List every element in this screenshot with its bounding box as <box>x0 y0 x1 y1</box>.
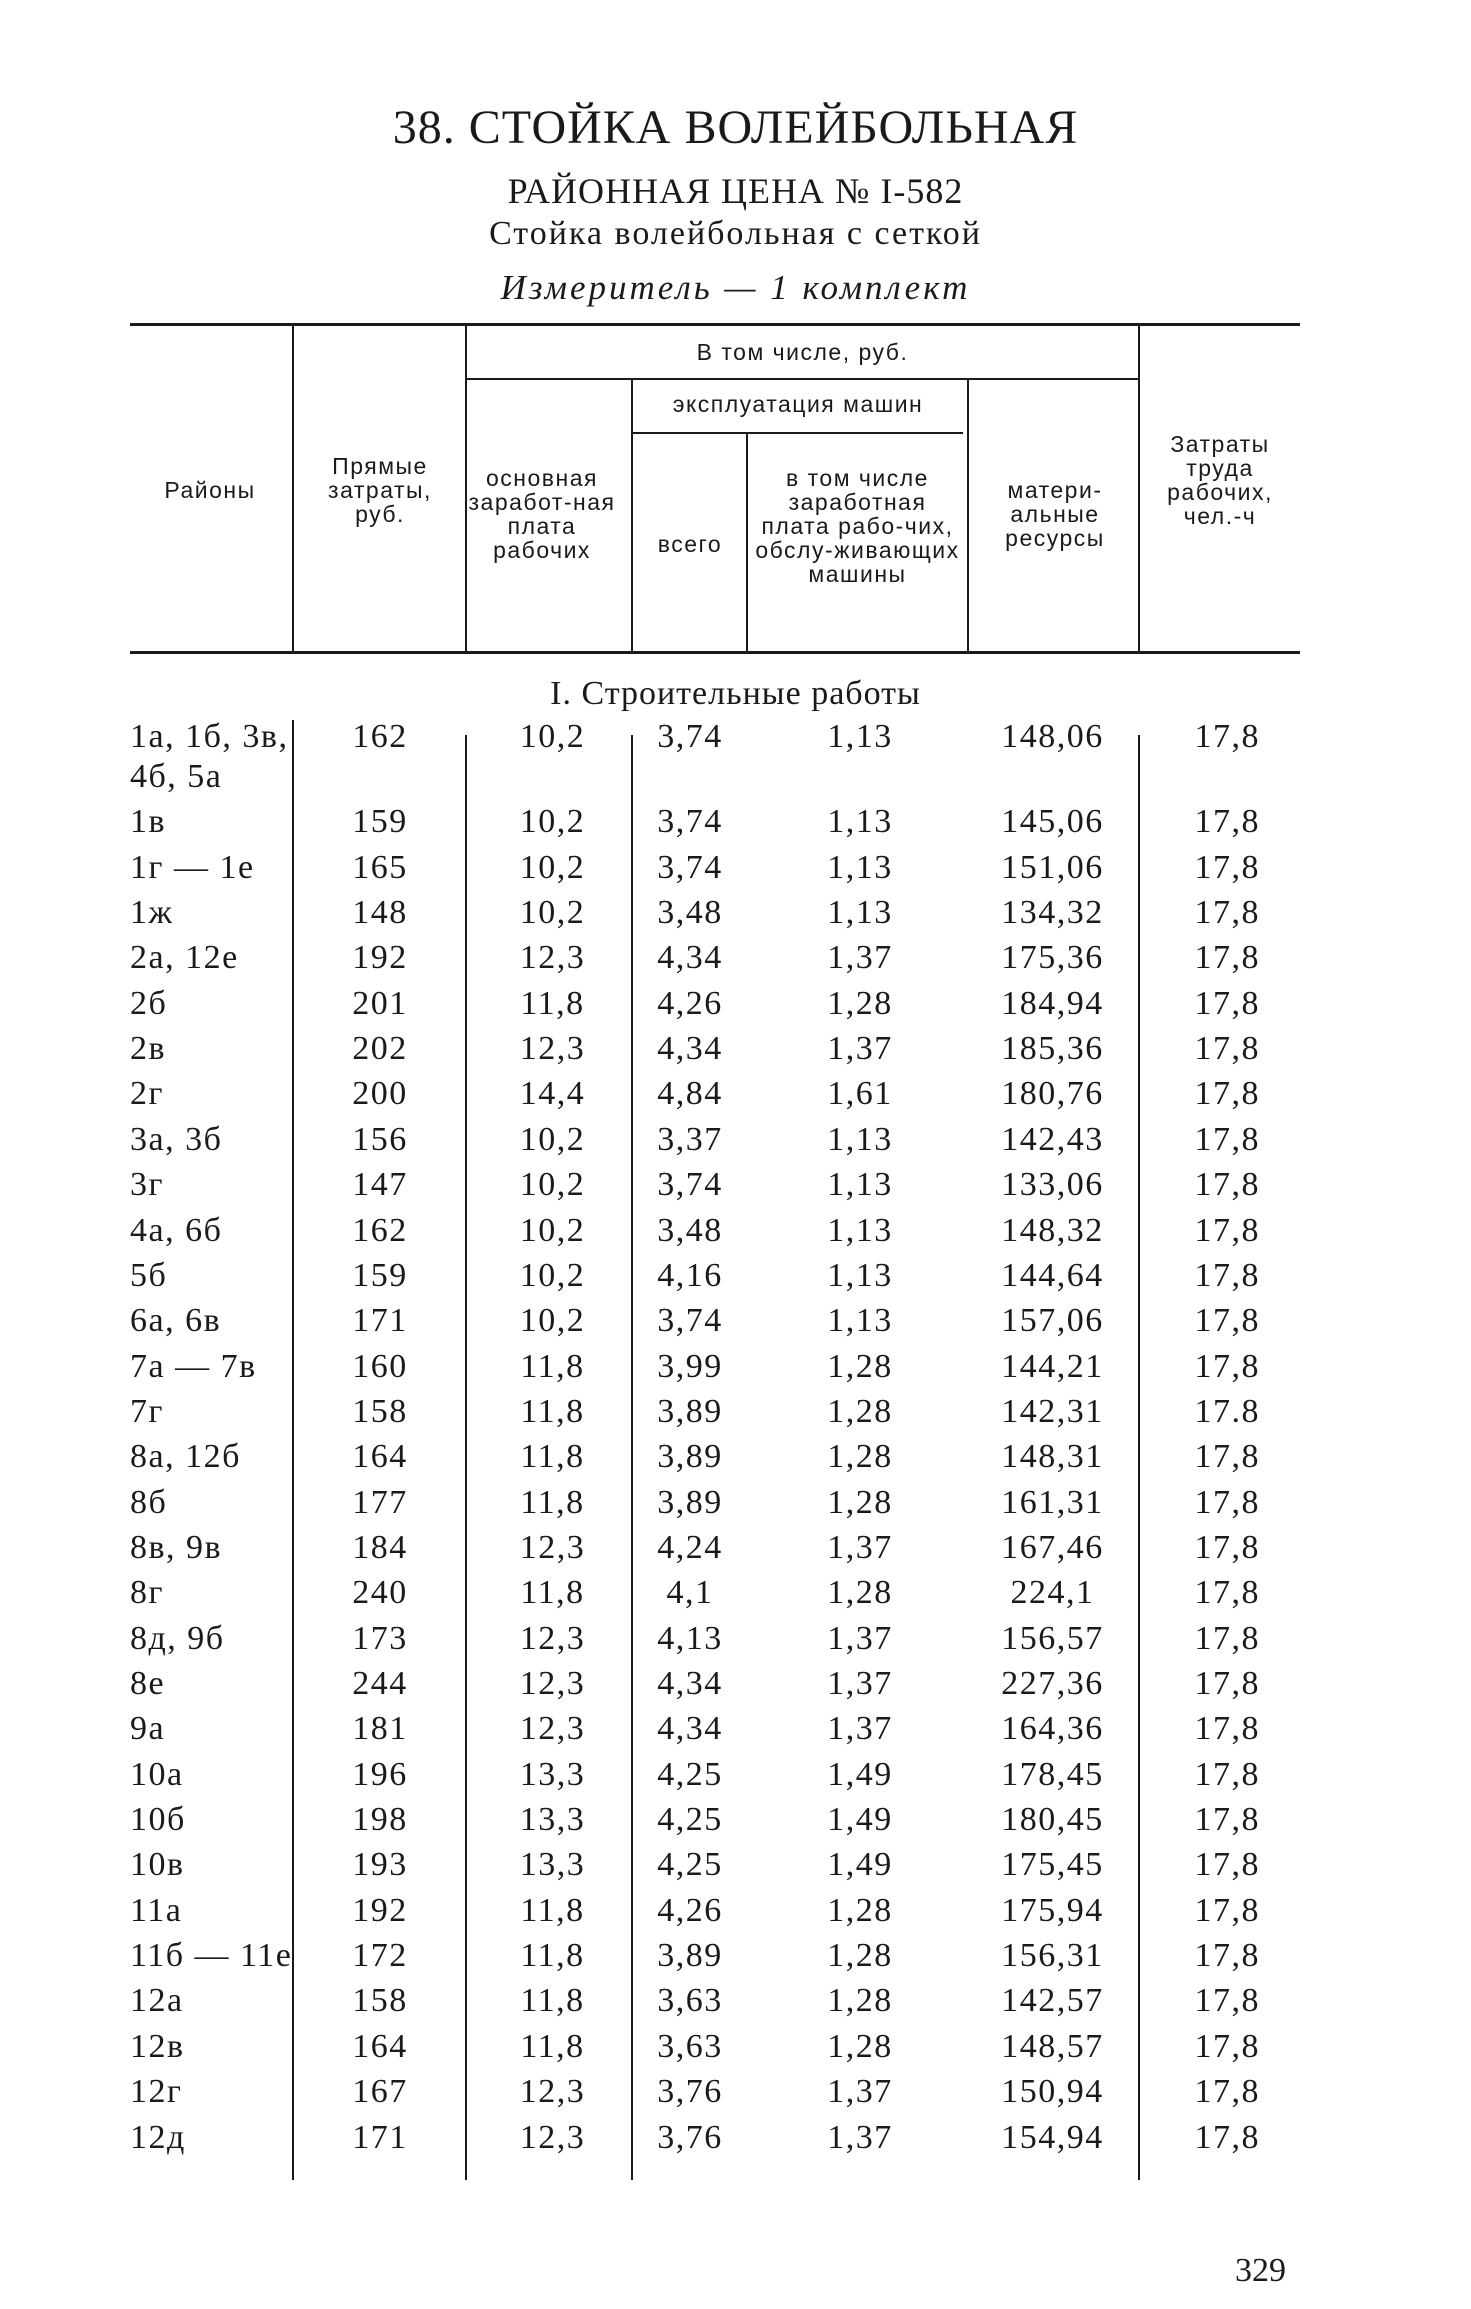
machines-wages-cell: 1,37 <box>827 1710 893 1748</box>
table-row <box>0 1801 1471 1845</box>
materials-cell: 156,57 <box>1001 1619 1104 1657</box>
table-row <box>0 1756 1471 1800</box>
table-row <box>0 1484 1471 1528</box>
region-cell: 6а, 6в <box>130 1302 222 1340</box>
region-cell-continued: 4б, 5а <box>130 758 223 795</box>
machines-total-cell: 4,16 <box>657 1256 723 1294</box>
direct-cost-cell: 159 <box>352 1256 408 1294</box>
wages-cell: 12,3 <box>519 1619 586 1657</box>
table-row <box>0 1348 1471 1392</box>
materials-cell: 167,46 <box>1001 1528 1104 1566</box>
materials-cell: 161,31 <box>1001 1483 1104 1521</box>
machines-total-cell: 3,63 <box>657 2027 723 2065</box>
direct-cost-cell: 165 <box>352 848 408 886</box>
labor-cell: 17,8 <box>1194 1937 1260 1975</box>
materials-cell: 164,36 <box>1001 1710 1104 1748</box>
machines-total-cell: 3,89 <box>657 1392 723 1430</box>
labor-cell: 17,8 <box>1194 894 1260 932</box>
machines-wages-cell: 1,13 <box>827 1211 893 1249</box>
labor-cell: 17,8 <box>1194 1075 1260 1113</box>
region-cell: 1а, 1б, 3в, <box>130 718 289 755</box>
materials-cell: 154,94 <box>1001 2118 1104 2156</box>
region-cell: 11а <box>130 1891 183 1929</box>
table-row <box>0 985 1471 1029</box>
table-row <box>0 1529 1471 1573</box>
region-cell: 8в, 9в <box>130 1528 223 1566</box>
table-row <box>0 1937 1471 1981</box>
direct-cost-cell: 202 <box>352 1030 408 1068</box>
wages-cell: 11,8 <box>520 1574 585 1612</box>
wages-cell: 13,3 <box>519 1801 586 1839</box>
direct-cost-cell: 177 <box>352 1483 408 1521</box>
labor-cell: 17,8 <box>1194 1120 1260 1158</box>
region-cell: 11б — 11е <box>130 1937 293 1975</box>
machines-total-cell: 4,34 <box>657 1665 723 1702</box>
table-row <box>0 1257 1471 1301</box>
direct-cost-cell: 171 <box>352 2118 408 2156</box>
region-cell: 2в <box>130 1030 167 1068</box>
table-row <box>0 1846 1471 1890</box>
wages-cell: 10,2 <box>519 803 586 841</box>
machines-wages-cell: 1,13 <box>827 718 893 755</box>
materials-cell: 145,06 <box>1001 803 1104 841</box>
materials-cell: 185,36 <box>1001 1030 1104 1068</box>
materials-cell: 151,06 <box>1001 848 1104 886</box>
machines-wages-cell: 1,13 <box>827 803 893 841</box>
header-machines: эксплуатация машин <box>672 391 924 417</box>
machines-total-cell: 4,26 <box>657 984 723 1022</box>
machines-total-cell: 3,48 <box>657 894 723 932</box>
region-cell: 10б <box>130 1801 186 1839</box>
labor-cell: 17,8 <box>1194 1438 1260 1476</box>
header-regions: Районы <box>164 477 256 503</box>
labor-cell: 17,8 <box>1194 2027 1260 2065</box>
machines-total-cell: 4,24 <box>657 1528 723 1566</box>
wages-cell: 11,8 <box>520 1438 585 1476</box>
materials-cell: 150,94 <box>1001 2073 1104 2111</box>
machines-total-cell: 4,25 <box>657 1755 723 1793</box>
machines-total-cell: 4,25 <box>657 1801 723 1839</box>
direct-cost-cell: 192 <box>352 939 408 977</box>
direct-cost-cell: 184 <box>352 1528 408 1566</box>
materials-cell: 148,32 <box>1001 1211 1104 1249</box>
including-rule <box>467 378 1140 380</box>
labor-cell: 17.8 <box>1194 1392 1260 1430</box>
table-row <box>0 1212 1471 1256</box>
labor-cell: 17,8 <box>1194 848 1260 886</box>
materials-cell: 180,45 <box>1001 1801 1104 1839</box>
machines-wages-cell: 1,28 <box>827 1483 893 1521</box>
region-cell: 12в <box>130 2027 185 2065</box>
header-divider <box>292 326 294 651</box>
wages-cell: 10,2 <box>519 718 586 755</box>
machines-wages-cell: 1,37 <box>827 1030 893 1068</box>
machines-total-cell: 3,74 <box>657 803 723 841</box>
region-cell: 8б <box>130 1483 168 1521</box>
machines-wages-cell: 1,37 <box>827 1665 893 1702</box>
table-row <box>0 939 1471 983</box>
item-description: Стойка волейбольная с сеткой <box>489 215 982 252</box>
table-row <box>0 2028 1471 2072</box>
table-row <box>0 1166 1471 1210</box>
direct-cost-cell: 158 <box>352 1982 408 2020</box>
table-row <box>0 2119 1471 2163</box>
materials-cell: 227,36 <box>1001 1665 1104 1702</box>
materials-cell: 148,57 <box>1001 2027 1104 2065</box>
header-wages: основная заработ-ная плата рабочих <box>468 465 616 563</box>
header-divider <box>1138 326 1140 651</box>
machines-wages-cell: 1,13 <box>827 1166 893 1204</box>
wages-cell: 11,8 <box>520 2027 585 2065</box>
labor-cell: 17,8 <box>1194 984 1260 1022</box>
table-row <box>0 803 1471 847</box>
direct-cost-cell: 201 <box>352 984 408 1022</box>
materials-cell: 142,43 <box>1001 1120 1104 1158</box>
machines-wages-cell: 1,37 <box>827 1619 893 1657</box>
labor-cell: 17,8 <box>1194 1982 1260 2020</box>
section-title: I. Строительные работы <box>550 675 921 712</box>
wages-cell: 12,3 <box>519 1710 586 1748</box>
machines-total-cell: 4,26 <box>657 1891 723 1929</box>
machines-total-cell: 4,25 <box>657 1846 723 1884</box>
labor-cell: 17,8 <box>1194 1755 1260 1793</box>
wages-cell: 12,3 <box>519 2118 586 2156</box>
machines-total-cell: 3,76 <box>657 2073 723 2111</box>
header-labor: Затраты труда рабочих, чел.-ч <box>1167 431 1273 529</box>
direct-cost-cell: 148 <box>352 894 408 932</box>
table-top-rule <box>130 323 1300 326</box>
materials-cell: 144,64 <box>1001 1256 1104 1294</box>
materials-cell: 142,31 <box>1001 1392 1104 1430</box>
direct-cost-cell: 200 <box>352 1075 408 1113</box>
direct-cost-cell: 172 <box>352 1937 408 1975</box>
measure-unit: Измеритель — 1 комплект <box>500 268 971 307</box>
labor-cell: 17,8 <box>1194 1483 1260 1521</box>
region-cell: 7г <box>130 1392 164 1430</box>
wages-cell: 12,3 <box>519 1528 586 1566</box>
machines-wages-cell: 1,37 <box>827 2073 893 2111</box>
region-cell: 4а, 6б <box>130 1211 223 1249</box>
header-divider <box>967 380 969 651</box>
machines-wages-cell: 1,28 <box>827 1937 893 1975</box>
materials-cell: 133,06 <box>1001 1166 1104 1204</box>
materials-cell: 175,94 <box>1001 1891 1104 1929</box>
machines-total-cell: 3,74 <box>657 1166 723 1204</box>
machines-wages-cell: 1,49 <box>827 1755 893 1793</box>
region-cell: 12д <box>130 2118 186 2156</box>
labor-cell: 17,8 <box>1194 803 1260 841</box>
machines-total-cell: 4,34 <box>657 1710 723 1748</box>
region-cell: 8г <box>130 1574 164 1612</box>
header-including: В том числе, руб. <box>696 339 909 365</box>
table-row <box>0 2073 1471 2117</box>
labor-cell: 17,8 <box>1194 2118 1260 2156</box>
header-direct-costs: Прямые затраты, руб. <box>328 453 432 527</box>
machines-wages-cell: 1,13 <box>827 1256 893 1294</box>
machines-wages-cell: 1,28 <box>827 1891 893 1929</box>
table-row <box>0 1892 1471 1936</box>
machines-total-cell: 3,74 <box>657 1302 723 1340</box>
materials-cell: 178,45 <box>1001 1755 1104 1793</box>
machines-wages-cell: 1,13 <box>827 1120 893 1158</box>
machines-total-cell: 4,84 <box>657 1075 723 1113</box>
machines-wages-cell: 1,28 <box>827 1347 893 1385</box>
wages-cell: 10,2 <box>519 894 586 932</box>
header-machines-total: всего <box>657 531 723 557</box>
wages-cell: 14,4 <box>519 1075 586 1113</box>
direct-cost-cell: 164 <box>352 2027 408 2065</box>
machines-wages-cell: 1,28 <box>827 984 893 1022</box>
region-cell: 12а <box>130 1982 184 2020</box>
direct-cost-cell: 240 <box>352 1574 408 1612</box>
machines-wages-cell: 1,37 <box>827 2118 893 2156</box>
machines-wages-cell: 1,28 <box>827 1438 893 1476</box>
materials-cell: 175,45 <box>1001 1846 1104 1884</box>
materials-cell: 148,06 <box>1001 718 1104 755</box>
wages-cell: 11,8 <box>520 1347 585 1385</box>
table-row <box>0 849 1471 893</box>
wages-cell: 11,8 <box>520 1937 585 1975</box>
direct-cost-cell: 244 <box>352 1665 408 1702</box>
machines-wages-cell: 1,13 <box>827 894 893 932</box>
wages-cell: 11,8 <box>520 1891 585 1929</box>
region-cell: 8д, 9б <box>130 1619 225 1657</box>
wages-cell: 11,8 <box>520 984 585 1022</box>
labor-cell: 17,8 <box>1194 1619 1260 1657</box>
table-row <box>0 1075 1471 1119</box>
machines-wages-cell: 1,13 <box>827 848 893 886</box>
machines-wages-cell: 1,49 <box>827 1846 893 1884</box>
labor-cell: 17,8 <box>1194 1891 1260 1929</box>
page-title: 38. СТОЙКА ВОЛЕЙБОЛЬНАЯ <box>392 101 1079 154</box>
machines-total-cell: 3,37 <box>657 1120 723 1158</box>
wages-cell: 12,3 <box>519 2073 586 2111</box>
machines-total-cell: 3,99 <box>657 1347 723 1385</box>
region-cell: 8е <box>130 1665 166 1702</box>
table-row <box>0 1438 1471 1482</box>
labor-cell: 17,8 <box>1194 1710 1260 1748</box>
materials-cell: 144,21 <box>1001 1347 1104 1385</box>
wages-cell: 11,8 <box>520 1982 585 2020</box>
materials-cell: 148,31 <box>1001 1438 1104 1476</box>
machines-total-cell: 3,89 <box>657 1483 723 1521</box>
machines-total-cell: 3,76 <box>657 2118 723 2156</box>
wages-cell: 11,8 <box>520 1483 585 1521</box>
labor-cell: 17,8 <box>1194 1846 1260 1884</box>
labor-cell: 17,8 <box>1194 1574 1260 1612</box>
materials-cell: 134,32 <box>1001 894 1104 932</box>
machines-wages-cell: 1,28 <box>827 1982 893 2020</box>
machines-total-cell: 4,1 <box>666 1574 714 1612</box>
machines-total-cell: 3,74 <box>657 848 723 886</box>
direct-cost-cell: 162 <box>352 718 408 755</box>
header-machines-wages: в том числе заработная плата рабо-чих, обслу-живающих машины <box>755 465 960 587</box>
table-row <box>0 718 1471 795</box>
direct-cost-cell: 193 <box>352 1846 408 1884</box>
table-row <box>0 1302 1471 1346</box>
machines-wages-cell: 1,28 <box>827 2027 893 2065</box>
wages-cell: 10,2 <box>519 1211 586 1249</box>
labor-cell: 17,8 <box>1194 1302 1260 1340</box>
machines-total-cell: 4,13 <box>657 1619 723 1657</box>
direct-cost-cell: 159 <box>352 803 408 841</box>
region-cell: 7а — 7в <box>130 1347 257 1385</box>
direct-cost-cell: 181 <box>352 1710 408 1748</box>
wages-cell: 10,2 <box>519 1302 586 1340</box>
region-cell: 9а <box>130 1710 166 1748</box>
machines-wages-cell: 1,37 <box>827 1528 893 1566</box>
labor-cell: 17,8 <box>1194 1030 1260 1068</box>
materials-cell: 157,06 <box>1001 1302 1104 1340</box>
direct-cost-cell: 198 <box>352 1801 408 1839</box>
region-cell: 10а <box>130 1755 184 1793</box>
direct-cost-cell: 196 <box>352 1755 408 1793</box>
region-cell: 1г — 1е <box>130 848 255 886</box>
direct-cost-cell: 164 <box>352 1438 408 1476</box>
region-cell: 3а, 3б <box>130 1120 223 1158</box>
wages-cell: 11,8 <box>520 1392 585 1430</box>
direct-cost-cell: 192 <box>352 1891 408 1929</box>
price-number: РАЙОННАЯ ЦЕНА № I-582 <box>507 171 964 211</box>
table-row <box>0 1030 1471 1074</box>
region-cell: 2б <box>130 984 168 1022</box>
wages-cell: 13,3 <box>519 1755 586 1793</box>
labor-cell: 17,8 <box>1194 1256 1260 1294</box>
machines-total-cell: 3,74 <box>657 718 723 755</box>
machines-wages-cell: 1,37 <box>827 939 893 977</box>
machines-total-cell: 3,63 <box>657 1982 723 2020</box>
wages-cell: 10,2 <box>519 1120 586 1158</box>
wages-cell: 12,3 <box>519 1030 586 1068</box>
table-row <box>0 1710 1471 1754</box>
table-row <box>0 1620 1471 1664</box>
labor-cell: 17,8 <box>1194 1801 1260 1839</box>
direct-cost-cell: 147 <box>352 1166 408 1204</box>
direct-cost-cell: 173 <box>352 1619 408 1657</box>
machines-total-cell: 4,34 <box>657 1030 723 1068</box>
machines-total-cell: 4,34 <box>657 939 723 977</box>
region-cell: 1ж <box>130 894 174 932</box>
labor-cell: 17,8 <box>1194 939 1260 977</box>
materials-cell: 142,57 <box>1001 1982 1104 2020</box>
table-row <box>0 1574 1471 1618</box>
direct-cost-cell: 171 <box>352 1302 408 1340</box>
labor-cell: 17,8 <box>1194 1211 1260 1249</box>
header-materials: матери-альные ресурсы <box>1005 477 1105 551</box>
labor-cell: 17,8 <box>1194 1528 1260 1566</box>
table-row <box>0 894 1471 938</box>
header-bottom-rule <box>130 651 1300 654</box>
region-cell: 5б <box>130 1256 168 1294</box>
header-divider <box>631 380 633 651</box>
machines-rule <box>633 432 963 434</box>
region-cell: 3г <box>130 1166 164 1204</box>
labor-cell: 17,8 <box>1194 2073 1260 2111</box>
labor-cell: 17,8 <box>1194 1347 1260 1385</box>
labor-cell: 17,8 <box>1194 1166 1260 1204</box>
wages-cell: 13,3 <box>519 1846 586 1884</box>
materials-cell: 224,1 <box>1010 1574 1095 1612</box>
machines-wages-cell: 1,28 <box>827 1574 893 1612</box>
region-cell: 2г <box>130 1075 164 1113</box>
machines-total-cell: 3,89 <box>657 1937 723 1975</box>
table-row <box>0 1982 1471 2026</box>
region-cell: 1в <box>130 803 167 841</box>
region-cell: 2а, 12е <box>130 939 239 977</box>
table-row <box>0 1121 1471 1165</box>
wages-cell: 10,2 <box>519 1166 586 1204</box>
table-row <box>0 1665 1471 1709</box>
direct-cost-cell: 158 <box>352 1392 408 1430</box>
table-row <box>0 1393 1471 1437</box>
wages-cell: 10,2 <box>519 1256 586 1294</box>
region-cell: 8а, 12б <box>130 1438 241 1476</box>
wages-cell: 10,2 <box>519 848 586 886</box>
machines-total-cell: 3,48 <box>657 1211 723 1249</box>
wages-cell: 12,3 <box>519 1665 586 1702</box>
labor-cell: 17,8 <box>1194 1665 1260 1702</box>
materials-cell: 175,36 <box>1001 939 1104 977</box>
direct-cost-cell: 156 <box>352 1120 408 1158</box>
machines-total-cell: 3,89 <box>657 1438 723 1476</box>
machines-wages-cell: 1,13 <box>827 1302 893 1340</box>
region-cell: 12г <box>130 2073 183 2111</box>
region-cell: 10в <box>130 1846 185 1884</box>
machines-wages-cell: 1,49 <box>827 1801 893 1839</box>
wages-cell: 12,3 <box>519 939 586 977</box>
header-divider <box>746 434 748 651</box>
materials-cell: 184,94 <box>1001 984 1104 1022</box>
machines-wages-cell: 1,61 <box>827 1075 893 1113</box>
labor-cell: 17,8 <box>1194 718 1260 755</box>
materials-cell: 156,31 <box>1001 1937 1104 1975</box>
direct-cost-cell: 160 <box>352 1347 408 1385</box>
direct-cost-cell: 162 <box>352 1211 408 1249</box>
machines-wages-cell: 1,28 <box>827 1392 893 1430</box>
direct-cost-cell: 167 <box>352 2073 408 2111</box>
materials-cell: 180,76 <box>1001 1075 1104 1113</box>
page-number: 329 <box>1235 2252 1286 2289</box>
